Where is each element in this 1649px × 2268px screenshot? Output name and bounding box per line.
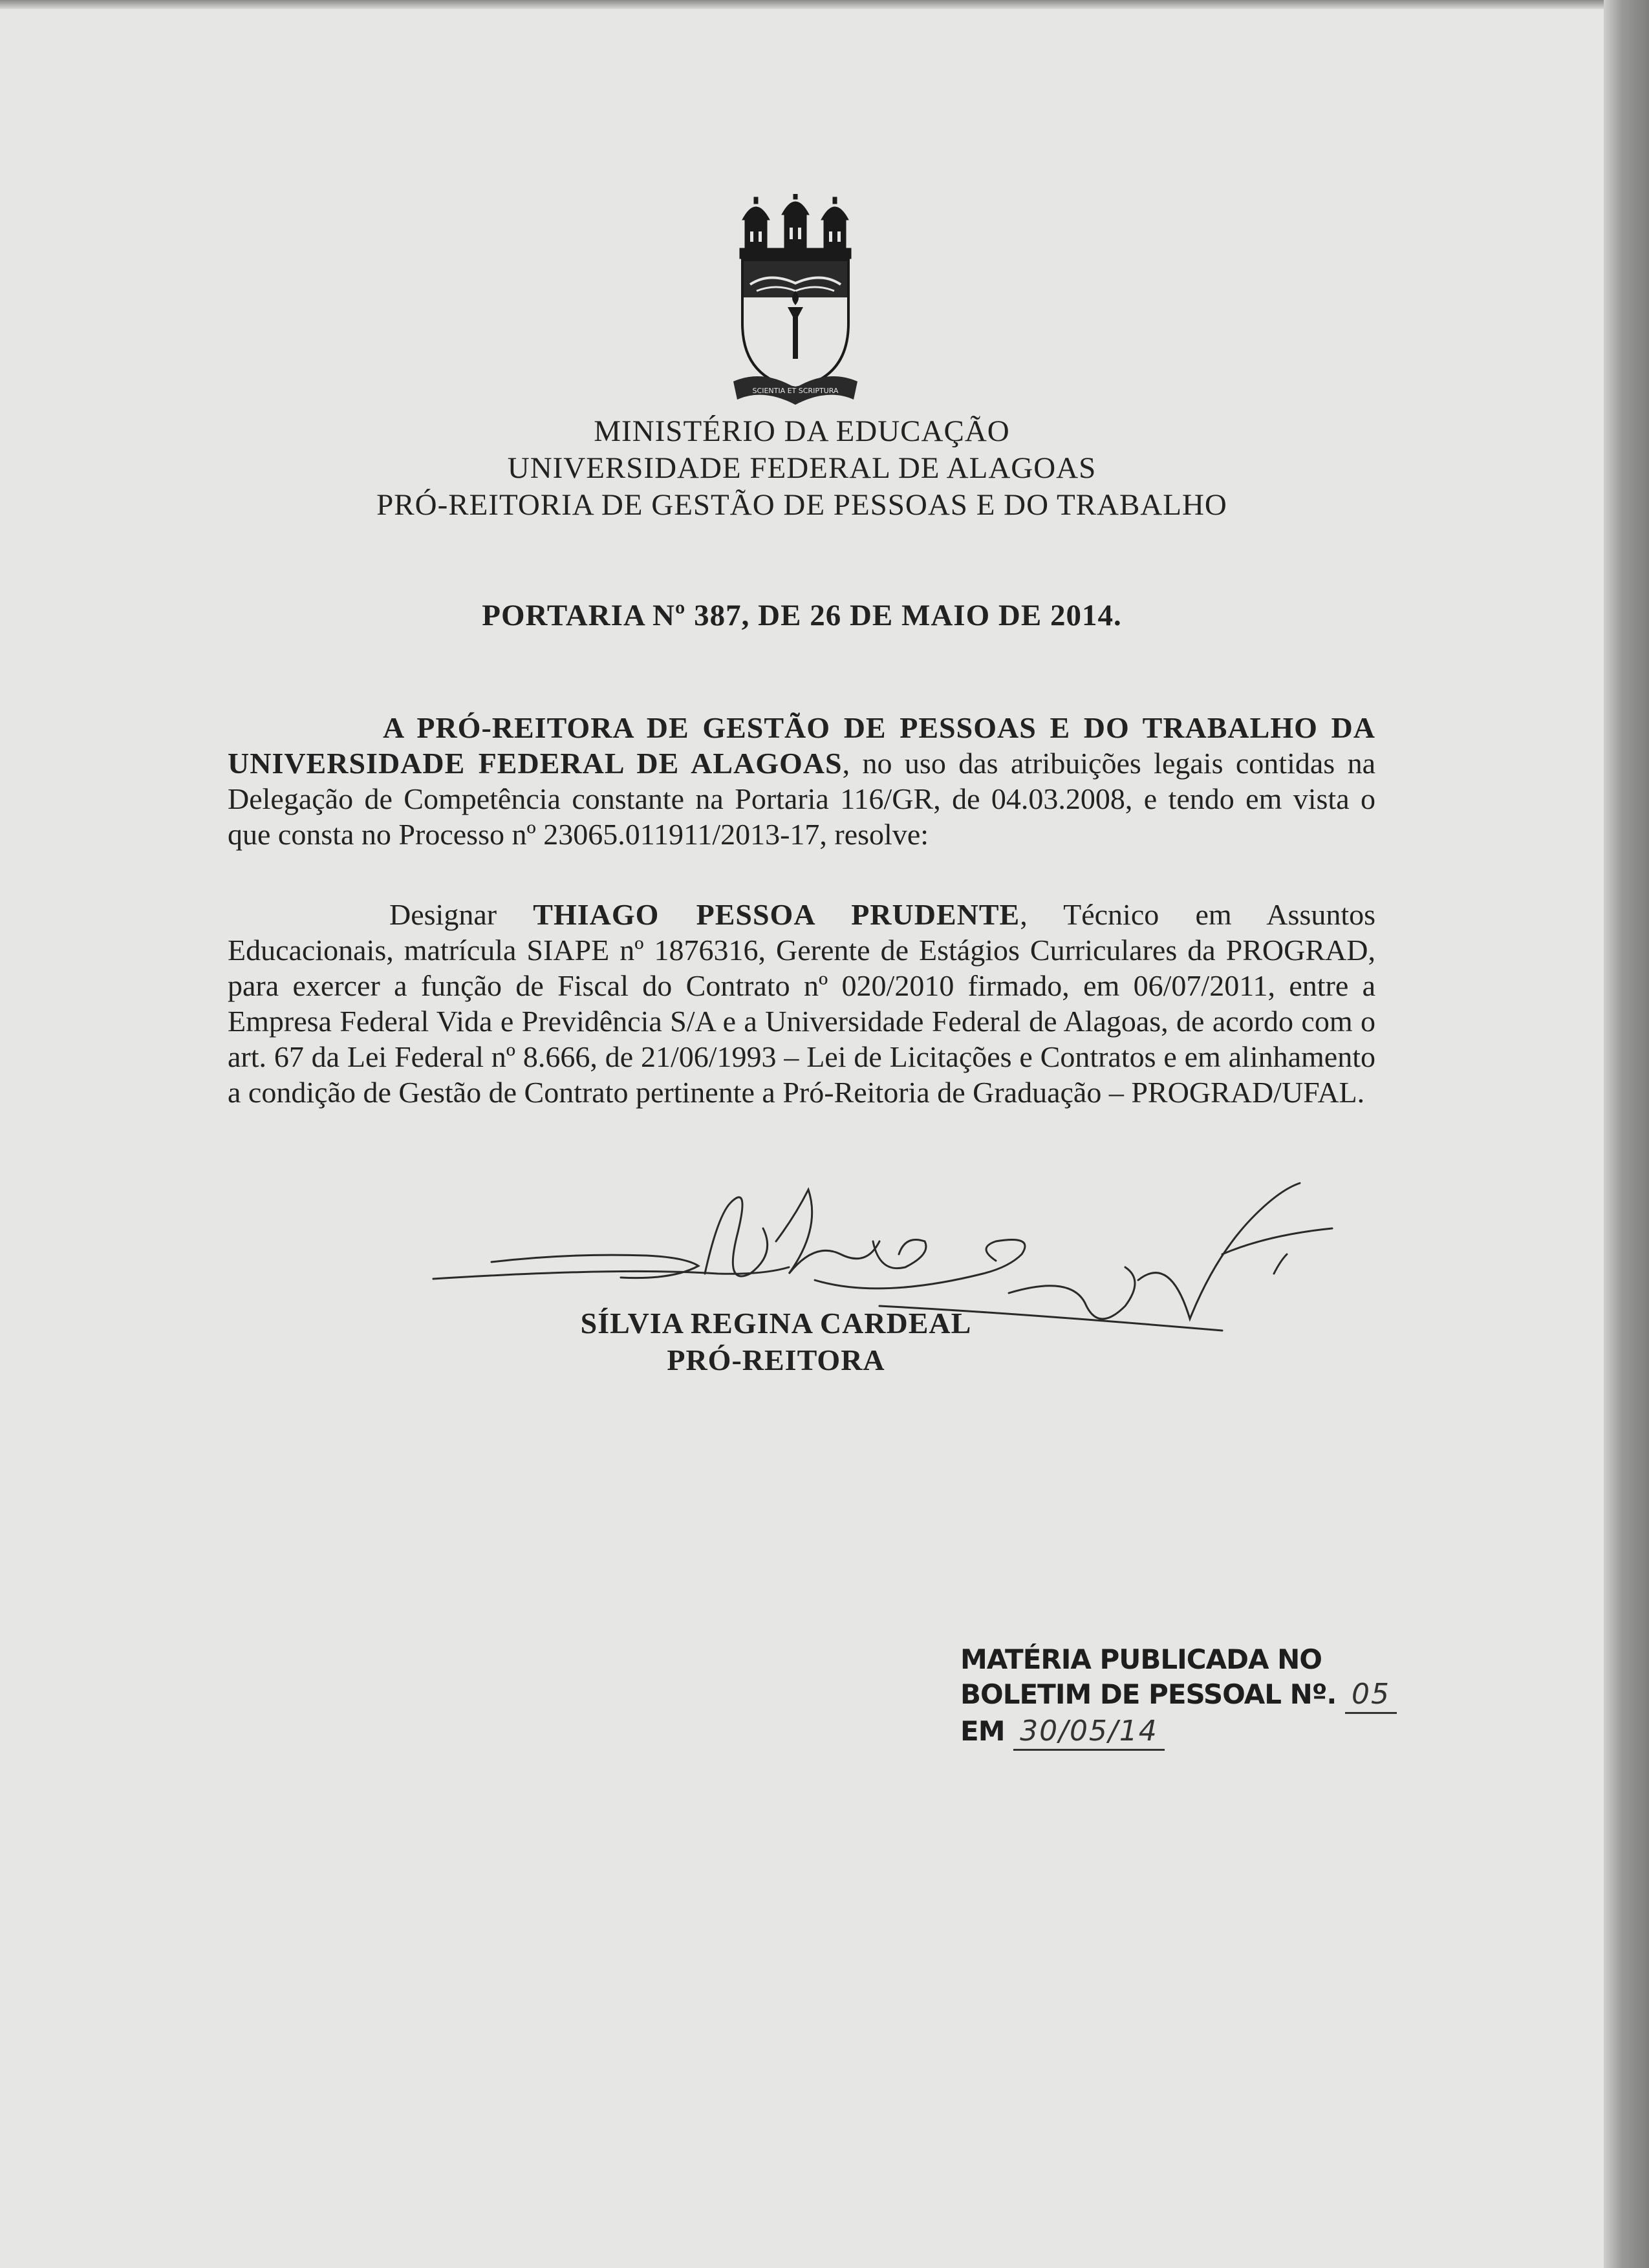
preamble-text: , no uso das atribuições legais contidas na Delegação de Competência constante na Portaria 116/GR, de 04.03.2008, e tendo em vista o que consta no Processo nº 23065.011911/2013-17, resolve: [228,747,1375,851]
designee-name: THIAGO PESSOA PRUDENTE [533,898,1020,931]
signer-name: SÍLVIA REGINA CARDEAL [580,1307,972,1340]
publication-stamp [960,1642,1391,1751]
header-department: PRÓ-REITORIA DE GESTÃO DE PESSOAS E DO TRABALHO [376,488,1227,522]
scan-edge-top [0,0,1649,9]
preamble-bold: A PRÓ-REITORA DE GESTÃO DE PESSOAS E DO TRABALHO DA UNIVERSIDADE FEDERAL DE ALAGOAS [228,711,1375,780]
paragraph-designation [228,897,1375,1110]
signer-role: PRÓ-REITORA [667,1343,885,1376]
stamp-boletim-label: BOLETIM DE PESSOAL Nº. [960,1678,1337,1710]
stamp-line-3 [960,1714,1335,1751]
stamp-date: 30/05/14 [1013,1714,1165,1751]
stamp-boletim-number: 05 [1345,1677,1397,1714]
header-university: UNIVERSIDADE FEDERAL DE ALAGOAS [507,451,1097,485]
designation-lead: Designar [389,898,534,931]
designation-text: , Técnico em Assuntos Educacionais, matrícula SIAPE nº 1876316, Gerente de Estágios Curriculares da PROGRAD, para exercer a função de Fiscal do Contrato nº 020/2010 firmado, em 06/07/2011, entre a Empresa Federal Vida e Previdência S/A e a Universidade Federal de Alagoas, de acordo com o art. 67 da Lei Federal nº 8.666, de 21/06/1993 – Lei de Licitações e Contratos e em alinhamento a condição de Gestão de Contrato pertinente a Pró-Reitoria de Graduação – PROGRAD/UFAL. [228,898,1376,1109]
scan-edge-right [1604,0,1649,2268]
document-title: PORTARIA Nº 387, DE 26 DE MAIO DE 2014. [482,599,1122,632]
stamp-line-2 [960,1677,1391,1714]
stamp-date-label: EM [960,1715,1005,1747]
stamp-line-1: MATÉRIA PUBLICADA NO [960,1643,1322,1675]
paragraph-preamble [228,710,1375,852]
header-ministry: MINISTÉRIO DA EDUCAÇÃO [594,414,1010,448]
crest-motto: SCIENTIA ET SCRIPTURA [752,387,839,395]
university-crest-icon [731,194,860,414]
